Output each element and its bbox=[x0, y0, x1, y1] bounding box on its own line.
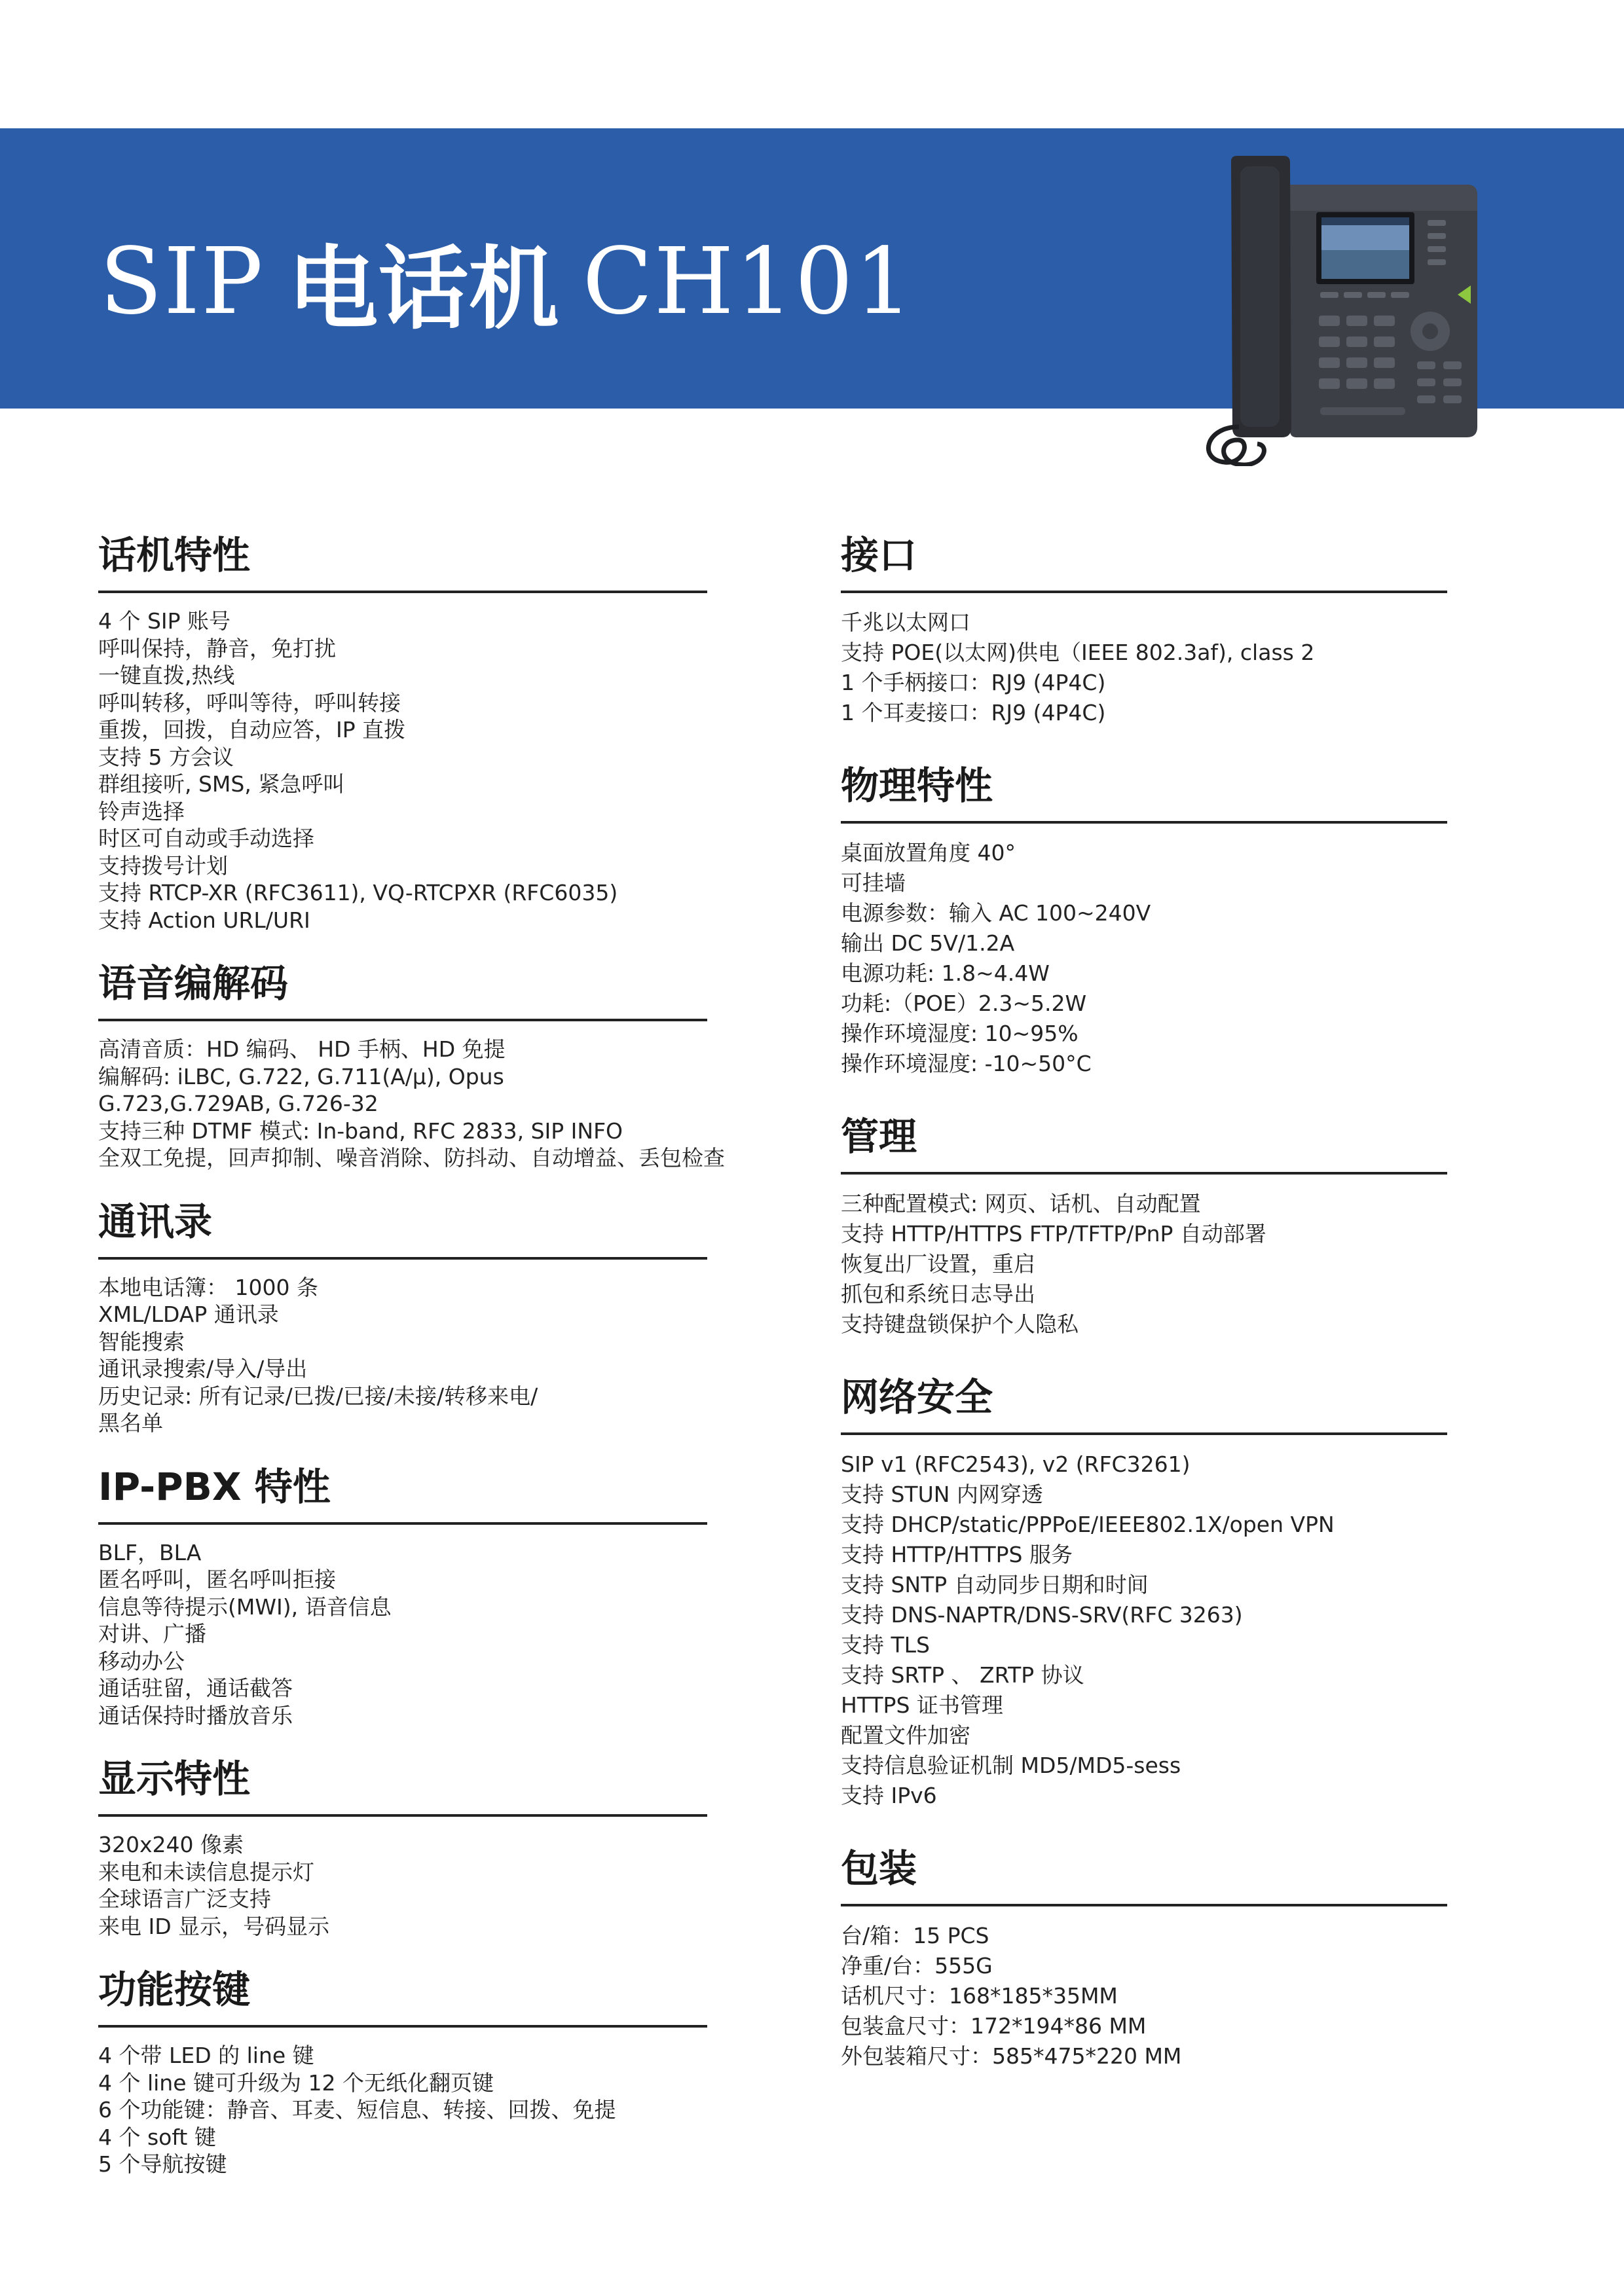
list-item: 全球语言广泛支持 bbox=[98, 1886, 271, 1912]
list-item: 外包装箱尺寸：585*475*220 MM bbox=[841, 2043, 1182, 2069]
list-item: 移动办公 bbox=[98, 1648, 185, 1674]
list-item: 电源参数：输入 AC 100~240V bbox=[841, 900, 1151, 926]
section-title: 话机特性 bbox=[98, 533, 251, 577]
section-function-keys bbox=[98, 1958, 707, 2178]
list-item: 支持三种 DTMF 模式: In-band, RFC 2833, SIP INFO bbox=[98, 1118, 623, 1144]
list-item: 全双工免提，回声抑制、噪音消除、防抖动、自动增益、丢包检查 bbox=[98, 1145, 725, 1171]
list-item: 包装盒尺寸：172*194*86 MM bbox=[841, 2013, 1147, 2039]
list-item: 支持 Action URL/URI bbox=[98, 907, 310, 933]
section-divider bbox=[98, 1257, 707, 1260]
feature-list bbox=[98, 608, 707, 934]
list-item: 操作环境湿度: 10~95% bbox=[841, 1021, 1079, 1046]
list-item: 320x240 像素 bbox=[98, 1832, 244, 1857]
section-management bbox=[841, 1105, 1447, 1339]
list-item: 通话保持时播放音乐 bbox=[98, 1702, 293, 1728]
title-model: CH101 bbox=[582, 228, 914, 335]
list-item: 支持 DNS-NAPTR/DNS-SRV(RFC 3263) bbox=[841, 1602, 1243, 1628]
section-packaging bbox=[841, 1837, 1447, 2071]
list-item: 净重/台：555G bbox=[841, 1953, 993, 1978]
feature-list bbox=[98, 1539, 707, 1730]
list-item: 支持 TLS bbox=[841, 1632, 930, 1658]
section-divider bbox=[841, 1904, 1447, 1906]
list-item: 支持信息验证机制 MD5/MD5-sess bbox=[841, 1753, 1181, 1778]
section-title: 通讯录 bbox=[98, 1199, 213, 1244]
list-item: 来电 ID 显示，号码显示 bbox=[98, 1913, 330, 1939]
list-item: BLF，BLA bbox=[98, 1539, 202, 1565]
section-divider bbox=[841, 821, 1447, 824]
list-item: XML/LDAP 通讯录 bbox=[98, 1302, 279, 1327]
list-item: 通话驻留，通话截答 bbox=[98, 1675, 293, 1701]
list-item: 可挂墙 bbox=[841, 870, 906, 896]
section-divider bbox=[98, 2025, 707, 2028]
list-item: 电源功耗: 1.8~4.4W bbox=[841, 960, 1050, 986]
left-column bbox=[98, 524, 725, 2178]
list-item: 4 个带 LED 的 line 键 bbox=[98, 2043, 314, 2068]
list-item: 信息等待提示(MWI), 语音信息 bbox=[98, 1594, 392, 1620]
section-display bbox=[98, 1747, 707, 1940]
feature-list bbox=[841, 1449, 1447, 1811]
list-item: 台/箱：15 PCS bbox=[841, 1923, 989, 1948]
title-cn: 电话机 bbox=[287, 236, 559, 342]
list-item: SIP v1 (RFC2543), v2 (RFC3261) bbox=[841, 1451, 1190, 1477]
list-item: 千兆以太网口 bbox=[841, 610, 970, 635]
section-title: 接口 bbox=[841, 533, 917, 577]
list-item: 桌面放置角度 40° bbox=[841, 840, 1016, 866]
feature-list bbox=[98, 1036, 725, 1172]
section-network-security bbox=[841, 1366, 1447, 1811]
list-item: 本地电话簿： 1000 条 bbox=[98, 1274, 318, 1300]
section-title: 显示特性 bbox=[98, 1757, 251, 1801]
list-item: 抓包和系统日志导出 bbox=[841, 1281, 1035, 1307]
feature-list bbox=[841, 838, 1447, 1079]
list-item: 支持 DHCP/static/PPPoE/IEEE802.1X/open VPN bbox=[841, 1512, 1335, 1537]
list-item: 黑名单 bbox=[98, 1410, 163, 1436]
section-ip-pbx bbox=[98, 1455, 707, 1730]
list-item: 来电和未读信息提示灯 bbox=[98, 1859, 314, 1885]
section-divider bbox=[98, 1019, 707, 1021]
list-item: 呼叫转移，呼叫等待，呼叫转接 bbox=[98, 689, 401, 716]
section-divider bbox=[98, 1522, 707, 1525]
section-divider bbox=[841, 1172, 1447, 1175]
section-title: IP-PBX 特性 bbox=[98, 1464, 331, 1509]
list-item: 支持拨号计划 bbox=[98, 852, 228, 879]
list-item: 输出 DC 5V/1.2A bbox=[841, 930, 1015, 956]
section-physical bbox=[841, 754, 1447, 1079]
list-item: 支持键盘锁保护个人隐私 bbox=[841, 1311, 1079, 1337]
section-divider bbox=[98, 591, 707, 593]
list-item: 支持 5 方会议 bbox=[98, 744, 234, 770]
list-item: 话机尺寸：168*185*35MM bbox=[841, 1983, 1118, 2009]
list-item: 支持 HTTP/HTTPS FTP/TFTP/PnP 自动部署 bbox=[841, 1221, 1266, 1247]
list-item: HTTPS 证书管理 bbox=[841, 1692, 1003, 1718]
section-title: 管理 bbox=[841, 1114, 917, 1159]
list-item: G.723,G.729AB, G.726-32 bbox=[98, 1091, 378, 1116]
list-item: 群组接听, SMS, 紧急呼叫 bbox=[98, 771, 345, 797]
list-item: 恢复出厂设置，重启 bbox=[841, 1251, 1035, 1277]
list-item: 对讲、广播 bbox=[98, 1621, 206, 1647]
list-item: 1 个耳麦接口：RJ9 (4P4C) bbox=[841, 700, 1106, 725]
section-divider bbox=[841, 1432, 1447, 1435]
list-item: 支持 POE(以太网)供电（IEEE 802.3af), class 2 bbox=[841, 640, 1315, 665]
section-directory bbox=[98, 1190, 707, 1437]
list-item: 支持 STUN 内网穿透 bbox=[841, 1482, 1043, 1507]
list-item: 4 个 line 键可升级为 12 个无纸化翻页键 bbox=[98, 2069, 494, 2096]
title-prefix: SIP bbox=[100, 228, 265, 335]
section-title: 物理特性 bbox=[841, 763, 993, 808]
feature-list bbox=[841, 1189, 1447, 1339]
list-item: 支持 SRTP 、 ZRTP 协议 bbox=[841, 1662, 1084, 1688]
section-title: 网络安全 bbox=[841, 1375, 993, 1419]
list-item: 1 个手柄接口：RJ9 (4P4C) bbox=[841, 670, 1106, 695]
list-item: 编解码: iLBC, G.722, G.711(A/μ), Opus bbox=[98, 1063, 504, 1089]
list-item: 功耗:（POE）2.3~5.2W bbox=[841, 991, 1087, 1016]
list-item: 支持 IPv6 bbox=[841, 1783, 937, 1808]
list-item: 支持 HTTP/HTTPS 服务 bbox=[841, 1542, 1073, 1567]
list-item: 呼叫保持，静音，免打扰 bbox=[98, 635, 336, 661]
right-column bbox=[841, 524, 1447, 2071]
list-item: 通讯录搜索/导入/导出 bbox=[98, 1356, 308, 1381]
section-interfaces bbox=[841, 524, 1447, 728]
desk-phone-icon bbox=[1192, 152, 1480, 466]
list-item: 5 个导航按键 bbox=[98, 2151, 227, 2177]
page-title bbox=[100, 223, 914, 340]
list-item: 支持 RTCP-XR (RFC3611), VQ-RTCPXR (RFC6035) bbox=[98, 880, 618, 905]
section-title: 功能按键 bbox=[98, 1967, 251, 2012]
section-title: 包装 bbox=[841, 1846, 917, 1891]
list-item: 4 个 SIP 账号 bbox=[98, 608, 231, 634]
list-item: 4 个 soft 键 bbox=[98, 2124, 216, 2150]
feature-list bbox=[98, 1831, 707, 1940]
list-item: 6 个功能键：静音、耳麦、短信息、转接、回拨、免提 bbox=[98, 2097, 616, 2123]
feature-list bbox=[98, 2042, 707, 2178]
list-item: 支持 SNTP 自动同步日期和时间 bbox=[841, 1572, 1149, 1597]
list-item: 时区可自动或手动选择 bbox=[98, 826, 314, 851]
feature-list bbox=[841, 608, 1447, 728]
list-item: 高清音质：HD 编码、 HD 手柄、HD 免提 bbox=[98, 1036, 506, 1062]
list-item: 一键直拨,热线 bbox=[98, 663, 235, 688]
section-divider bbox=[98, 1814, 707, 1817]
section-divider bbox=[841, 591, 1447, 593]
list-item: 重拨，回拨，自动应答，IP 直拨 bbox=[98, 717, 406, 742]
list-item: 操作环境湿度: -10~50°C bbox=[841, 1051, 1092, 1076]
list-item: 匿名呼叫，匿名呼叫拒接 bbox=[98, 1567, 336, 1592]
feature-list bbox=[841, 1921, 1447, 2071]
list-item: 智能搜索 bbox=[98, 1328, 185, 1355]
list-item: 配置文件加密 bbox=[841, 1722, 970, 1748]
section-phone-features bbox=[98, 524, 707, 934]
section-voice-codec bbox=[98, 952, 725, 1172]
feature-list bbox=[98, 1274, 707, 1437]
section-title: 语音编解码 bbox=[98, 961, 289, 1006]
list-item: 历史记录: 所有记录/已拨/已接/未接/转移来电/ bbox=[98, 1383, 538, 1409]
list-item: 三种配置模式: 网页、话机、自动配置 bbox=[841, 1191, 1201, 1216]
list-item: 铃声选择 bbox=[98, 798, 185, 824]
